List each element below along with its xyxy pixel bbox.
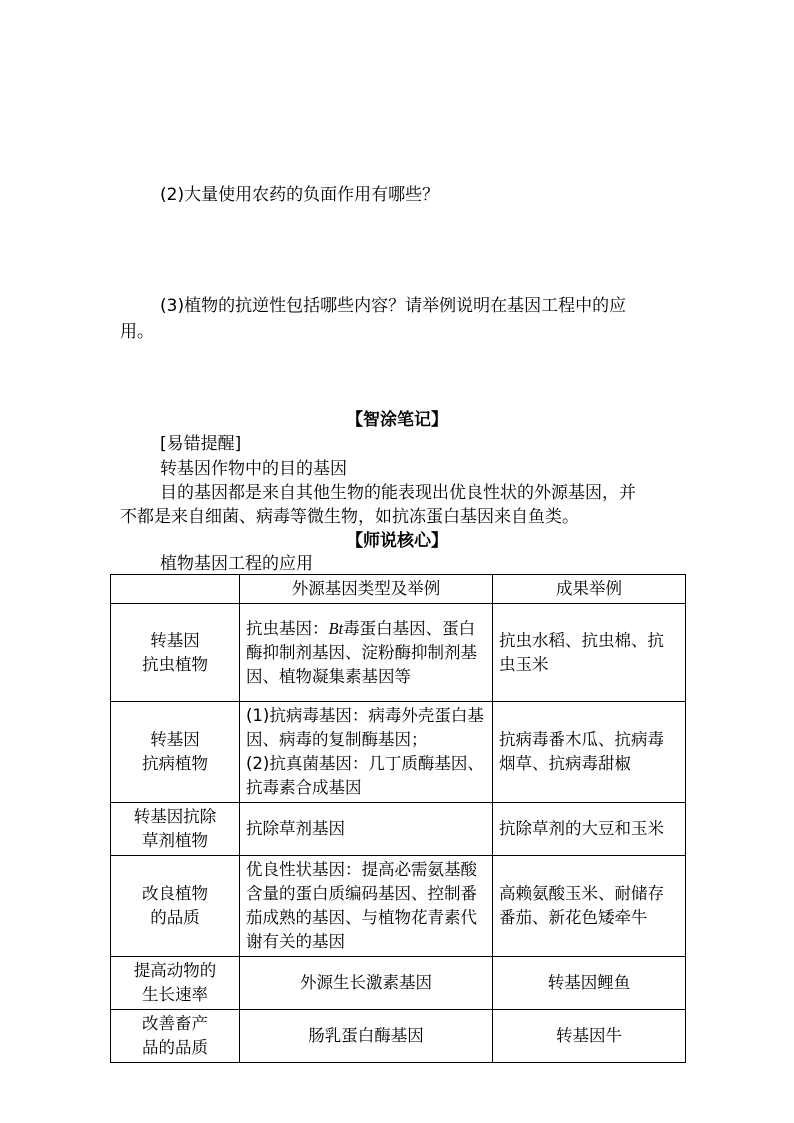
row-gene-type: 肠乳蛋白酶基因 bbox=[240, 1010, 493, 1063]
header-cell-empty bbox=[111, 575, 240, 604]
tip-body-line-2: 不都是来自细菌、病毒等微生物，如抗冻蛋白基因来自鱼类。 bbox=[120, 507, 579, 527]
row-gene-type: (1)抗病毒基因：病毒外壳蛋白基因、病毒的复制酶基因； (2)抗真菌基因：几丁质酶基因、抗毒素合成基因 bbox=[240, 702, 493, 803]
tip-body-line-1: 目的基因都是来自其他生物的能表现出优良性状的外源基因，并 bbox=[160, 483, 636, 503]
table-header-row bbox=[111, 575, 686, 604]
row-category: 转基因抗除 草剂植物 bbox=[111, 803, 240, 856]
row-category: 转基因 抗病植物 bbox=[111, 702, 240, 803]
row-category: 转基因 抗虫植物 bbox=[111, 604, 240, 702]
table-row bbox=[111, 1010, 686, 1063]
table-row bbox=[111, 702, 686, 803]
question-2: (2)大量使用农药的负面作用有哪些？ bbox=[160, 185, 440, 205]
row-category: 提高动物的 生长速率 bbox=[111, 957, 240, 1010]
table-caption: 植物基因工程的应用 bbox=[160, 554, 313, 574]
row-results: 转基因鲤鱼 bbox=[493, 957, 686, 1010]
application-table bbox=[110, 574, 686, 1063]
question-3-continued: 用。 bbox=[120, 322, 154, 342]
core-heading: 【师说核心】 bbox=[346, 531, 448, 551]
row-results: 抗除草剂的大豆和玉米 bbox=[493, 803, 686, 856]
row-gene-type: 抗除草剂基因 bbox=[240, 803, 493, 856]
header-cell-gene-type: 外源基因类型及举例 bbox=[240, 575, 493, 604]
table-row bbox=[111, 957, 686, 1010]
row-results: 抗病毒番木瓜、抗病毒烟草、抗病毒甜椒 bbox=[493, 702, 686, 803]
tip-title: 转基因作物中的目的基因 bbox=[160, 459, 347, 479]
row-gene-type: 外源生长激素基因 bbox=[240, 957, 493, 1010]
row-results: 抗虫水稻、抗虫棉、抗虫玉米 bbox=[493, 604, 686, 702]
row-results: 高赖氨酸玉米、耐储存番茄、新花色矮牵牛 bbox=[493, 856, 686, 957]
table-row bbox=[111, 604, 686, 702]
header-cell-results: 成果举例 bbox=[493, 575, 686, 604]
notes-heading: 【智涂笔记】 bbox=[346, 410, 448, 430]
table-row bbox=[111, 856, 686, 957]
row-category: 改善畜产 品的品质 bbox=[111, 1010, 240, 1063]
tip-label: [易错提醒] bbox=[160, 434, 242, 454]
row-gene-type: 优良性状基因：提高必需氨基酸含量的蛋白质编码基因、控制番茄成熟的基因、与植物花青素代谢有关的基因 bbox=[240, 856, 493, 957]
row-results: 转基因牛 bbox=[493, 1010, 686, 1063]
table-row bbox=[111, 803, 686, 856]
question-3: (3)植物的抗逆性包括哪些内容？请举例说明在基因工程中的应 bbox=[160, 296, 627, 316]
row-category: 改良植物 的品质 bbox=[111, 856, 240, 957]
row-gene-type: 抗虫基因：Bt毒蛋白基因、蛋白酶抑制剂基因、淀粉酶抑制剂基因、植物凝集素基因等 bbox=[240, 604, 493, 702]
